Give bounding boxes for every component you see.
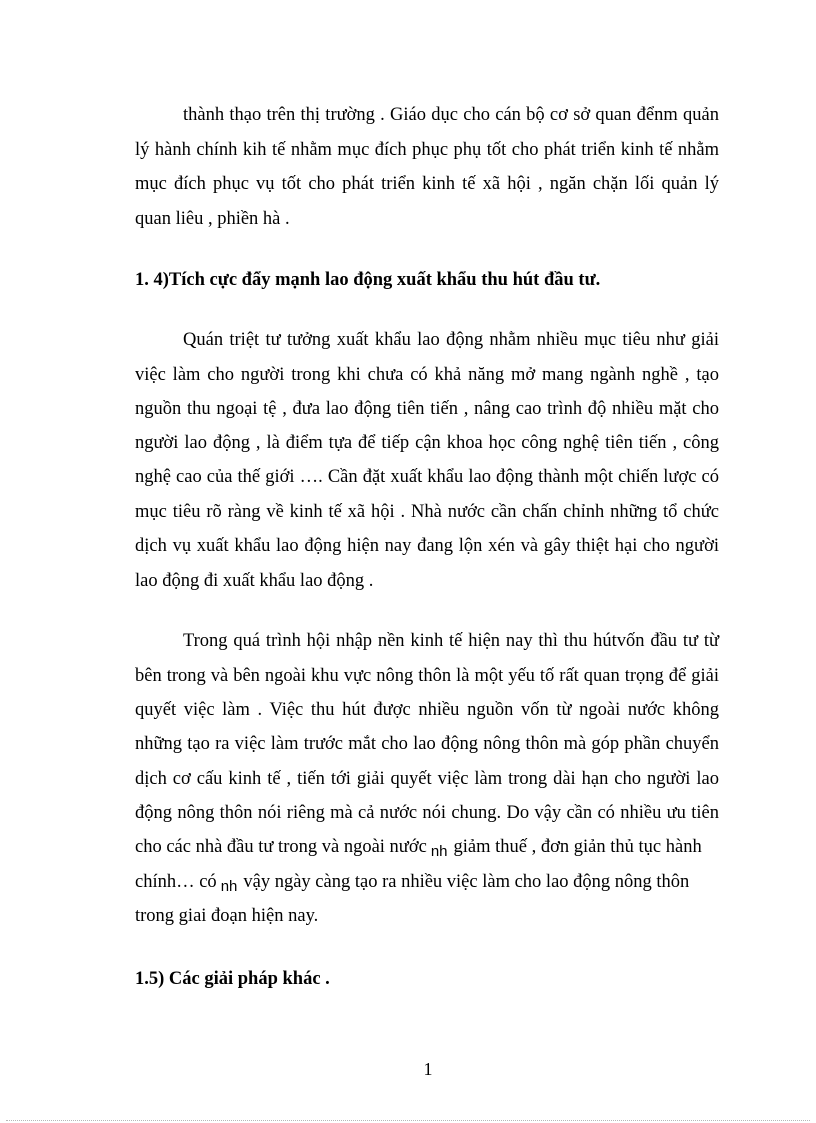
page-bottom-divider: [6, 1120, 810, 1121]
paragraph-3-line-8-text-after: vậy ngày càng tạo ra nhiều việc làm cho lao động nông thôn: [243, 872, 690, 892]
paragraph-2-line-6: mục tiêu rõ ràng về kinh tế xã hội . Nhà nước cần chấn chỉnh những tổ chức: [135, 502, 719, 522]
paragraph-2-line-8: lao động đi xuất khẩu lao động .: [135, 571, 374, 591]
paragraph-3-line-2: bên trong và bên ngoài khu vực nông thôn là một yếu tố rất quan trọng để giải: [135, 666, 719, 686]
paragraph-3-line-3: quyết việc làm . Việc thu hút được nhiều nguồn vốn từ ngoài nước không: [135, 700, 719, 720]
paragraph-1-line-3: mục đích phục vụ tốt cho phát triển kinh tế xã hội , ngăn chặn lối quản lý: [135, 174, 719, 194]
paragraph-1-line-4: quan liêu , phiền hà .: [135, 209, 290, 229]
paragraph-3-line-7: [135, 836, 702, 859]
paragraph-3-line-8: [135, 871, 689, 894]
paragraph-2-line-1: Quán triệt tư tưởng xuất khẩu lao động nhằm nhiều mục tiêu như giải: [183, 330, 719, 350]
paragraph-1-line-2: lý hành chính kih tế nhằm mục đích phục phụ tốt cho phát triển kinh tế nhằm: [135, 140, 719, 160]
paragraph-3-line-5: dịch cơ cấu kinh tế , tiến tới giải quyết việc làm trong dài hạn cho người lao: [135, 769, 719, 789]
section-heading-1-5: 1.5) Các giải pháp khác .: [135, 969, 330, 989]
paragraph-3-line-7-text-after: giảm thuế , đơn giản thủ tục hành: [453, 837, 702, 857]
paragraph-2-line-4: người lao động , là điểm tựa để tiếp cận khoa học công nghệ tiên tiến , công: [135, 433, 719, 453]
section-heading-1-4: 1. 4)Tích cực đẩy mạnh lao động xuất khẩu thu hút đầu tư.: [135, 270, 601, 290]
paragraph-2-line-7: dịch vụ xuất khẩu lao động hiện nay đang lộn xén và gây thiệt hại cho người: [135, 536, 719, 556]
paragraph-3-line-9: trong giai đoạn hiện nay.: [135, 906, 319, 926]
paragraph-3-line-4: những tạo ra việc làm trước mắt cho lao động nông thôn mà góp phần chuyển: [135, 734, 719, 754]
paragraph-3-line-8-subscript: nh: [220, 878, 238, 895]
paragraph-3-line-6: động nông thôn nói riêng mà cả nước nói chung. Do vậy cần có nhiều ưu tiên: [135, 803, 719, 823]
paragraph-2-line-5: nghệ cao của thế giới …. Cần đặt xuất khẩu lao động thành một chiến lược có: [135, 467, 719, 487]
page-number: 1: [423, 1059, 433, 1079]
paragraph-2-line-3: nguồn thu ngoại tệ , đưa lao động tiên tiến , nâng cao trình độ nhiều mặt cho: [135, 399, 719, 419]
paragraph-1-line-1: thành thạo trên thị trường . Giáo dục cho cán bộ cơ sở quan đểnm quản: [183, 105, 719, 125]
paragraph-3-line-8-text-before: chính… có: [135, 872, 217, 892]
paragraph-3-line-7-subscript: nh: [430, 843, 448, 860]
paragraph-2-line-2: việc làm cho người trong khi chưa có khả năng mở mang ngành nghề , tạo: [135, 365, 719, 385]
paragraph-3-line-1: Trong quá trình hội nhập nền kinh tế hiện nay thì thu hútvốn đầu tư từ: [183, 631, 719, 651]
paragraph-3-line-7-text-before: cho các nhà đầu tư trong và ngoài nước: [135, 837, 427, 857]
